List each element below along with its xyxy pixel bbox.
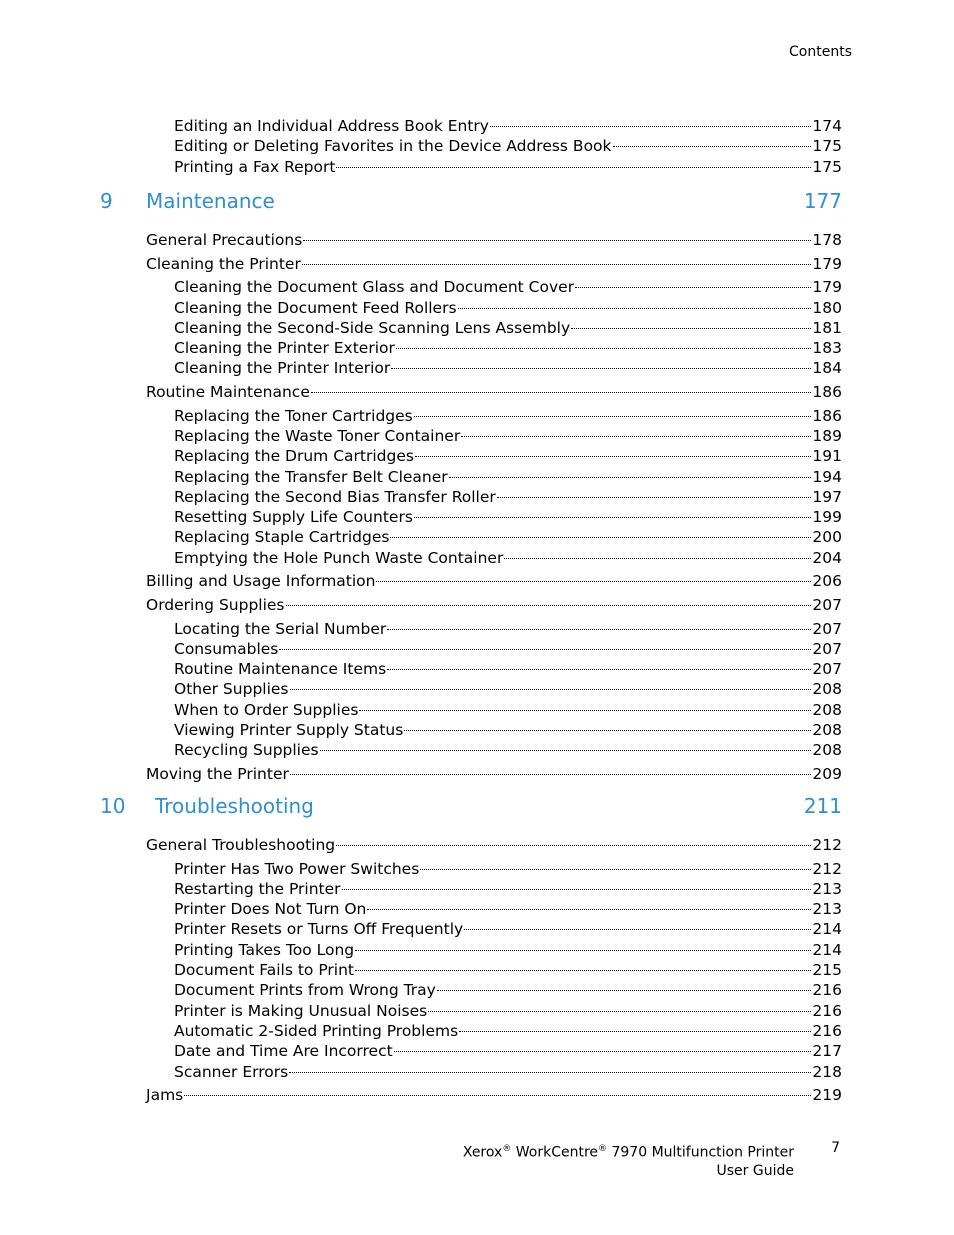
toc-entry-page: 215 <box>812 961 842 979</box>
dot-leader <box>396 348 812 349</box>
toc-entry-page: 179 <box>812 278 842 296</box>
toc-entry-page: 208 <box>812 721 842 739</box>
dot-leader <box>459 1031 811 1032</box>
toc-entry[interactable] <box>174 960 842 980</box>
toc-entry-title: Consumables <box>174 640 279 658</box>
toc-entry-page: 214 <box>812 920 842 938</box>
footer-guide: User Guide <box>716 1162 794 1179</box>
toc-entry-page: 217 <box>812 1042 842 1060</box>
toc-entry-title: Editing or Deleting Favorites in the Device Address Book <box>174 137 612 155</box>
toc-entry-page: 194 <box>812 468 842 486</box>
toc-entry[interactable] <box>174 1041 842 1061</box>
toc-entry[interactable] <box>146 835 842 855</box>
toc-entry-title: Replacing the Drum Cartridges <box>174 447 414 465</box>
dot-leader <box>464 929 811 930</box>
dot-leader <box>497 497 812 498</box>
dot-leader <box>303 240 811 241</box>
dot-leader <box>458 308 812 309</box>
toc-entry-page: 214 <box>812 941 842 959</box>
toc-entry[interactable] <box>174 940 842 960</box>
chapter-heading[interactable] <box>100 188 842 214</box>
toc-entry-title: Replacing Staple Cartridges <box>174 528 390 546</box>
toc-entry-title: Document Fails to Print <box>174 961 354 979</box>
toc-entry-page: 213 <box>812 900 842 918</box>
toc-entry-page: 179 <box>812 255 842 273</box>
toc-entry-title: Replacing the Second Bias Transfer Roller <box>174 488 496 506</box>
toc-entry[interactable] <box>174 740 842 760</box>
toc-entry-page: 199 <box>812 508 842 526</box>
toc-entry-title: Recycling Supplies <box>174 741 319 759</box>
registered-mark: ® <box>598 1144 608 1154</box>
dot-leader <box>376 581 811 582</box>
toc-entry[interactable] <box>174 679 842 699</box>
dot-leader <box>391 368 811 369</box>
dot-leader <box>286 605 812 606</box>
toc-entry[interactable] <box>146 595 842 615</box>
footer-brand: Xerox <box>462 1144 503 1161</box>
toc-entry-title: Automatic 2-Sided Printing Problems <box>174 1022 459 1040</box>
footer-product-line <box>463 1140 794 1162</box>
toc-entry-page: 197 <box>812 488 842 506</box>
toc-entry-title: Cleaning the Second-Side Scanning Lens Assembly <box>174 319 571 337</box>
dot-leader <box>320 750 812 751</box>
dot-leader <box>302 264 812 265</box>
toc-entry[interactable] <box>174 446 842 466</box>
toc-entry[interactable] <box>174 859 842 879</box>
dot-leader <box>390 537 811 538</box>
toc-entry-page: 207 <box>812 596 842 614</box>
toc-entry-title: Resetting Supply Life Counters <box>174 508 413 526</box>
toc-entry-title: Replacing the Waste Toner Container <box>174 427 461 445</box>
toc-entry-title: General Precautions <box>146 231 303 249</box>
dot-leader <box>387 669 811 670</box>
toc-entry-title: Date and Time Are Incorrect <box>174 1042 393 1060</box>
toc-entry-title: Routine Maintenance Items <box>174 660 387 678</box>
toc-entry[interactable] <box>146 1085 842 1105</box>
registered-mark: ® <box>502 1144 512 1154</box>
toc-entry[interactable] <box>174 659 842 679</box>
dot-leader <box>184 1095 811 1096</box>
dot-leader <box>342 889 812 890</box>
toc-entry-title: Printing Takes Too Long <box>174 941 355 959</box>
toc-entry-page: 207 <box>812 640 842 658</box>
toc-entry[interactable] <box>174 406 842 426</box>
toc-entry[interactable] <box>174 136 842 156</box>
toc-entry-title: Cleaning the Printer Interior <box>174 359 391 377</box>
toc-entry-page: 186 <box>812 383 842 401</box>
toc-entry-title: Printer Resets or Turns Off Frequently <box>174 920 464 938</box>
toc-entry-page: 208 <box>812 680 842 698</box>
toc-entry[interactable] <box>174 1021 842 1041</box>
toc-entry-page: 208 <box>812 741 842 759</box>
toc-entry-title: Viewing Printer Supply Status <box>174 721 404 739</box>
toc-entry[interactable] <box>146 254 842 274</box>
dot-leader <box>613 146 812 147</box>
toc-entry-title: Printer is Making Unusual Noises <box>174 1002 428 1020</box>
toc-entry-page: 200 <box>812 528 842 546</box>
toc-entry[interactable] <box>146 571 842 591</box>
chapter-number: 9 <box>100 189 113 213</box>
toc-entry-title: General Troubleshooting <box>146 836 336 854</box>
dot-leader <box>311 392 812 393</box>
toc-entry-page: 204 <box>812 549 842 567</box>
toc-entry-page: 216 <box>812 981 842 999</box>
toc-entry[interactable] <box>146 230 842 250</box>
toc-entry[interactable] <box>174 639 842 659</box>
toc-entry-title: Cleaning the Document Feed Rollers <box>174 299 457 317</box>
dot-leader <box>289 1072 811 1073</box>
footer-product <box>463 1140 794 1180</box>
toc-entry[interactable] <box>174 116 842 136</box>
chapter-number: 10 <box>100 794 126 818</box>
toc-entry[interactable] <box>174 467 842 487</box>
toc-entry-page: 213 <box>812 880 842 898</box>
toc-entry[interactable] <box>174 426 842 446</box>
dot-leader <box>387 629 811 630</box>
running-header: Contents <box>789 44 852 60</box>
dot-leader <box>279 649 811 650</box>
dot-leader <box>414 416 812 417</box>
toc-entry[interactable] <box>174 980 842 1000</box>
toc-entry-page: 208 <box>812 701 842 719</box>
toc-entry-title: Replacing the Transfer Belt Cleaner <box>174 468 448 486</box>
dot-leader <box>437 990 812 991</box>
dot-leader <box>290 774 812 775</box>
dot-leader <box>461 436 811 437</box>
dot-leader <box>394 1051 812 1052</box>
toc-entry[interactable] <box>174 619 842 639</box>
toc-entry-page: 216 <box>812 1002 842 1020</box>
toc-entry[interactable] <box>174 919 842 939</box>
dot-leader <box>355 950 811 951</box>
chapter-title: Troubleshooting <box>155 794 314 818</box>
toc-entry[interactable] <box>146 382 842 402</box>
dot-leader <box>404 730 811 731</box>
toc-entry-page: 184 <box>812 359 842 377</box>
toc-entry-title: When to Order Supplies <box>174 701 359 719</box>
toc-entry-title: Emptying the Hole Punch Waste Container <box>174 549 504 567</box>
toc-entry-page: 207 <box>812 660 842 678</box>
toc-entry-title: Billing and Usage Information <box>146 572 376 590</box>
chapter-heading[interactable] <box>100 793 842 819</box>
toc-entry-title: Editing an Individual Address Book Entry <box>174 117 489 135</box>
toc-entry[interactable] <box>174 527 842 547</box>
toc-entry[interactable] <box>174 338 842 358</box>
dot-leader <box>367 909 811 910</box>
dot-leader <box>428 1011 811 1012</box>
toc-entry-page: 209 <box>812 765 842 783</box>
toc-entry-page: 207 <box>812 620 842 638</box>
dot-leader <box>290 689 812 690</box>
toc-entry-title: Cleaning the Document Glass and Document Cover <box>174 278 575 296</box>
toc-entry-title: Printer Has Two Power Switches <box>174 860 420 878</box>
toc-entry-title: Cleaning the Printer <box>146 255 301 273</box>
toc-entry[interactable] <box>174 548 842 568</box>
toc-entry[interactable] <box>174 507 842 527</box>
toc-entry-page: 180 <box>812 299 842 317</box>
toc-entry-page: 183 <box>812 339 842 357</box>
chapter-title: Maintenance <box>146 189 275 213</box>
toc-entry-title: Moving the Printer <box>146 765 289 783</box>
toc-entry-page: 218 <box>812 1063 842 1081</box>
toc-entry[interactable] <box>174 899 842 919</box>
chapter-page: 177 <box>803 189 842 213</box>
chapter-page: 211 <box>803 794 842 818</box>
dot-leader <box>336 167 811 168</box>
toc-entry-title: Other Supplies <box>174 680 289 698</box>
toc-entry-title: Cleaning the Printer Exterior <box>174 339 395 357</box>
toc-entry-title: Scanner Errors <box>174 1063 289 1081</box>
dot-leader <box>414 517 812 518</box>
toc-entry-title: Document Prints from Wrong Tray <box>174 981 436 999</box>
toc-entry[interactable] <box>174 157 842 177</box>
toc-entry[interactable] <box>174 1062 842 1082</box>
footer-product-name: WorkCentre <box>515 1144 599 1161</box>
toc-entry-page: 189 <box>812 427 842 445</box>
toc-entry[interactable] <box>174 720 842 740</box>
toc-entry[interactable] <box>174 277 842 297</box>
toc-entry-page: 175 <box>812 158 842 176</box>
dot-leader <box>449 477 812 478</box>
toc-entry-page: 216 <box>812 1022 842 1040</box>
dot-leader <box>336 845 811 846</box>
toc-entry[interactable] <box>174 1001 842 1021</box>
toc-entry[interactable] <box>174 879 842 899</box>
toc-entry[interactable] <box>174 358 842 378</box>
toc-entry[interactable] <box>174 318 842 338</box>
toc-entry-page: 175 <box>812 137 842 155</box>
dot-leader <box>415 456 811 457</box>
dot-leader <box>359 710 811 711</box>
toc-entry-page: 212 <box>812 860 842 878</box>
toc-entry-title: Replacing the Toner Cartridges <box>174 407 413 425</box>
dot-leader <box>571 328 811 329</box>
page-number: 7 <box>831 1140 840 1156</box>
toc-entry-title: Printing a Fax Report <box>174 158 336 176</box>
toc-entry-page: 186 <box>812 407 842 425</box>
toc-entry-title: Jams <box>146 1086 184 1104</box>
toc-entry-title: Routine Maintenance <box>146 383 310 401</box>
toc-entry-title: Printer Does Not Turn On <box>174 900 367 918</box>
toc-entry-page: 191 <box>812 447 842 465</box>
dot-leader <box>355 970 811 971</box>
toc-entry-title: Restarting the Printer <box>174 880 341 898</box>
toc-entry[interactable] <box>146 764 842 784</box>
toc-entry[interactable] <box>174 700 842 720</box>
toc-entry[interactable] <box>174 298 842 318</box>
toc-entry-title: Ordering Supplies <box>146 596 285 614</box>
toc-entry-page: 174 <box>812 117 842 135</box>
dot-leader <box>575 287 811 288</box>
toc-entry-page: 219 <box>812 1086 842 1104</box>
dot-leader <box>420 869 811 870</box>
toc-entry-page: 206 <box>812 572 842 590</box>
dot-leader <box>490 126 811 127</box>
toc-entry[interactable] <box>174 487 842 507</box>
toc-entry-page: 212 <box>812 836 842 854</box>
footer-model: 7970 Multifunction Printer <box>611 1144 794 1161</box>
dot-leader <box>504 558 811 559</box>
toc-entry-title: Locating the Serial Number <box>174 620 387 638</box>
toc-entry-page: 178 <box>812 231 842 249</box>
toc-entry-page: 181 <box>812 319 842 337</box>
